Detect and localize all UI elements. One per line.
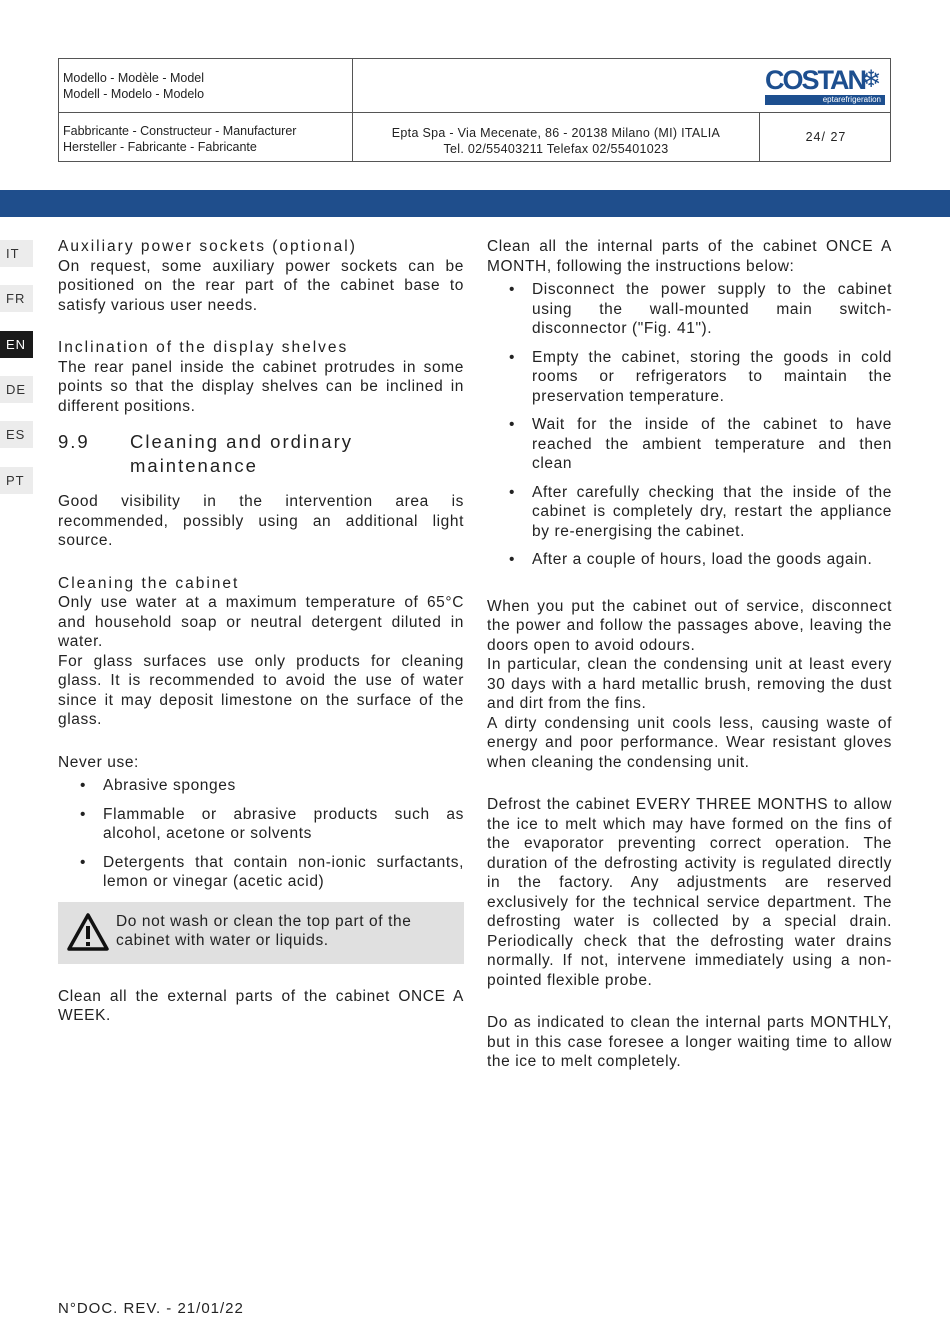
- weekly-cleaning-text: Clean all the external parts of the cabinet ONCE A WEEK.: [58, 987, 464, 1024]
- warning-text: Do not wash or clean the top part of the cabinet with water or liquids.: [116, 912, 412, 949]
- manufacturer-address: Epta Spa - Via Mecenate, 86 - 20138 Milano (MI) ITALIA Tel. 02/55403211 Telefax 02/55401023: [391, 126, 721, 156]
- cleaning-title: Cleaning the cabinet: [58, 574, 240, 592]
- section-number: 9.9: [58, 431, 90, 452]
- lang-tab-it[interactable]: IT: [0, 240, 33, 267]
- section-heading: [58, 430, 464, 478]
- lang-tab-de[interactable]: DE: [0, 376, 33, 403]
- cleaning-text-1: Only use water at a maximum temperature of 65°C and household soap or neutral detergent diluted in water.: [58, 594, 464, 650]
- list-item: • Wait for the inside of the cabinet to have reached the ambient temperature and then clean: [487, 415, 892, 474]
- service-text-2: In particular, clean the condensing unit at least every 30 days with a hard metallic brush, removing the dust and dirt from the fins.: [487, 656, 892, 712]
- costan-logo: [765, 65, 885, 105]
- list-item: • Flammable or abrasive products such as alcohol, acetone or solvents: [58, 805, 464, 844]
- warning-triangle-icon: [66, 912, 110, 952]
- header-band: [0, 190, 950, 217]
- defrost-text: Defrost the cabinet EVERY THREE MONTHS to allow the ice to melt which may have formed on the fins of the evaporator preventing correct operation. The duration of the defrosting activity is regulated directly in the factory. Any adjustments are reserved exclusively for the technical service department. The defrosting water is collected by a special drain. Periodically check that the defrosting water drains normally. If not, intervene immediately using a non-pointed flexible probe.: [487, 796, 892, 989]
- cleaning-text-2: For glass surfaces use only products for cleaning glass. It is recommended to avoid the use of water since it may deposit limestone on the surface of the glass.: [58, 652, 464, 728]
- logo-subtitle: eptarefrigeration: [765, 95, 885, 105]
- logo-wordmark: COSTAN: [765, 65, 865, 95]
- service-text-3: A dirty condensing unit cools less, causing waste of energy and poor performance. Wear resistant gloves when cleaning the condensing unit.: [487, 714, 892, 771]
- inclination-title: Inclination of the display shelves: [58, 339, 349, 356]
- service-text-1: When you put the cabinet out of service, disconnect the power and follow the passages above, leaving the doors open to avoid odours.: [487, 597, 892, 654]
- lang-tab-fr[interactable]: FR: [0, 285, 33, 312]
- never-use-label: Never use:: [58, 753, 139, 771]
- lang-tab-pt[interactable]: PT: [0, 467, 33, 494]
- left-column: [58, 237, 464, 1026]
- warning-box: [58, 902, 464, 964]
- doc-footer: N°DOC. REV. - 21/01/22: [58, 1300, 244, 1317]
- list-item: • After carefully checking that the inside of the cabinet is completely dry, restart the appliance by re-energising the cabinet.: [487, 483, 892, 542]
- list-item: • Empty the cabinet, storing the goods in cold rooms or refrigerators to maintain the preservation temperature.: [487, 348, 892, 407]
- monthly-intro: Clean all the internal parts of the cabinet ONCE A MONTH, following the instructions below:: [487, 238, 892, 275]
- list-item: • Detergents that contain non-ionic surfactants, lemon or vinegar (acetic acid): [58, 853, 464, 892]
- monthly-defrost-text: Do as indicated to clean the internal parts MONTHLY, but in this case foresee a longer waiting time to allow the ice to melt completely.: [487, 1014, 892, 1070]
- lang-tab-en[interactable]: EN: [0, 331, 33, 358]
- page-number: 24/ 27: [805, 130, 847, 144]
- right-column: [487, 237, 892, 1072]
- list-item: • After a couple of hours, load the goods again.: [487, 550, 892, 570]
- manufacturer-label: Fabbricante - Constructeur - Manufacturer Hersteller - Fabricante - Fabricante: [63, 124, 297, 154]
- visibility-text: Good visibility in the intervention area is recommended, possibly using an additional light source.: [58, 493, 464, 549]
- header-table: [58, 58, 891, 162]
- lang-tab-es[interactable]: ES: [0, 421, 33, 448]
- section-title: Cleaning and ordinary maintenance: [130, 431, 354, 476]
- model-label: Modello - Modèle - Model Modell - Modelo - Modelo: [63, 71, 205, 101]
- aux-sockets-title: Auxiliary power sockets (optional): [58, 238, 357, 255]
- list-item: • Disconnect the power supply to the cabinet using the wall-mounted main switch-disconnector ("Fig. 41").: [487, 280, 892, 339]
- never-use-list: [58, 776, 464, 892]
- list-item: • Abrasive sponges: [58, 776, 464, 796]
- inclination-text: The rear panel inside the cabinet protrudes in some points so that the display shelves can be inclined in different positions.: [58, 358, 464, 415]
- snowflake-icon: ❄: [861, 66, 882, 93]
- aux-sockets-text: On request, some auxiliary power sockets can be positioned on the rear part of the cabinet base to satisfy various user needs.: [58, 257, 464, 314]
- monthly-steps-list: [487, 280, 892, 570]
